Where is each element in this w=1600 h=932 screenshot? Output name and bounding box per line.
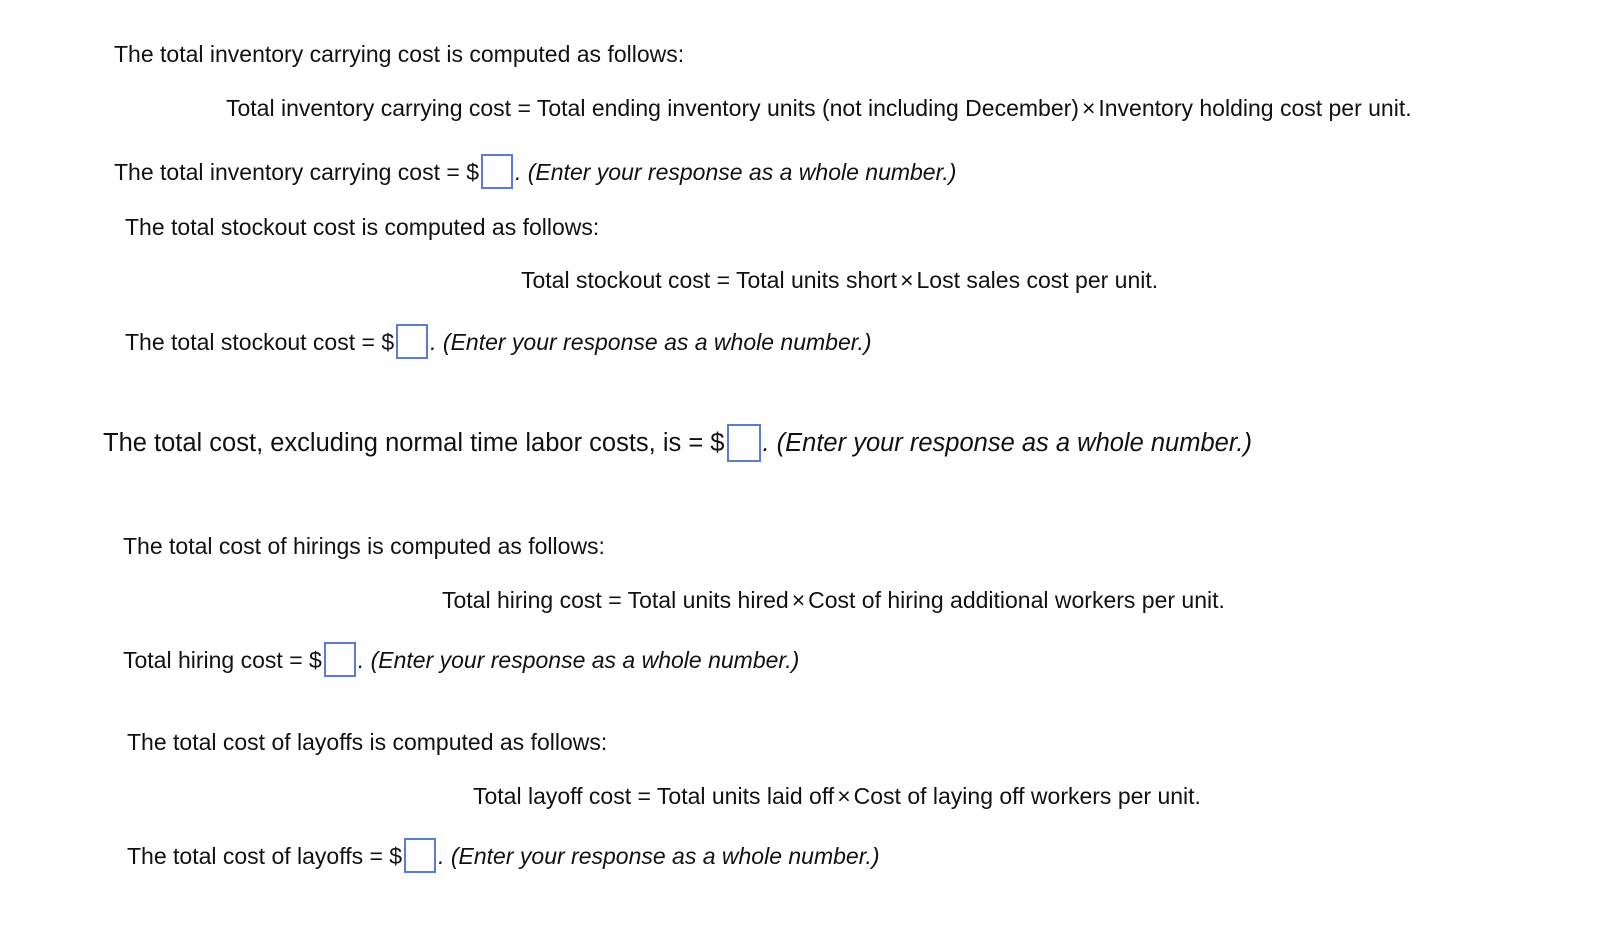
inventory-formula-right: Inventory holding cost per unit. xyxy=(1098,95,1412,121)
layoffs-intro-text xyxy=(127,726,607,758)
multiply-symbol: × xyxy=(791,587,806,613)
hiring-formula-left: Total hiring cost = Total units hired xyxy=(442,587,789,613)
layoffs-formula-left: Total layoff cost = Total units laid off xyxy=(473,783,835,809)
hiring-answer-hint: . (Enter your response as a whole number.) xyxy=(357,646,800,673)
hiring-intro-text xyxy=(123,530,605,562)
layoffs-answer-row xyxy=(127,838,880,873)
total-cost-prefix: The total cost, excluding normal time labor costs, is = $ xyxy=(103,429,725,457)
layoffs-formula-right: Cost of laying off workers per unit. xyxy=(853,783,1201,809)
stockout-answer-row xyxy=(125,324,872,359)
layoffs-answer-hint: . (Enter your response as a whole number.) xyxy=(438,842,880,869)
stockout-answer-prefix: The total stockout cost = $ xyxy=(125,328,395,355)
hiring-formula-right: Cost of hiring additional workers per unit. xyxy=(808,587,1225,613)
inventory-answer-hint: . (Enter your response as a whole number.) xyxy=(514,158,957,185)
layoffs-cost-input[interactable] xyxy=(404,838,436,873)
total-cost-hint: . (Enter your response as a whole number.) xyxy=(762,429,1252,457)
multiply-symbol: × xyxy=(900,267,914,293)
total-cost-answer-row xyxy=(103,424,1252,462)
inventory-formula-left: Total inventory carrying cost = Total ending inventory units (not including December) xyxy=(226,95,1079,121)
multiply-symbol: × xyxy=(837,783,851,809)
hiring-answer-prefix: Total hiring cost = $ xyxy=(123,646,322,673)
inventory-intro-label: The total inventory carrying cost is computed as follows: xyxy=(114,41,685,67)
hiring-intro-label: The total cost of hirings is computed as follows: xyxy=(123,533,605,559)
multiply-symbol: × xyxy=(1081,95,1096,121)
hiring-answer-row xyxy=(123,642,799,677)
inventory-answer-prefix: The total inventory carrying cost = $ xyxy=(114,158,479,185)
stockout-answer-hint: . (Enter your response as a whole number.) xyxy=(430,328,872,355)
layoffs-answer-prefix: The total cost of layoffs = $ xyxy=(127,842,403,869)
inventory-answer-row xyxy=(114,154,956,189)
stockout-formula-right: Lost sales cost per unit. xyxy=(916,267,1159,293)
stockout-intro-text xyxy=(125,211,599,243)
total-cost-input[interactable] xyxy=(727,424,761,462)
inventory-formula xyxy=(226,92,1412,124)
hiring-formula xyxy=(442,584,1225,616)
stockout-intro-label: The total stockout cost is computed as follows: xyxy=(125,214,600,240)
stockout-cost-input[interactable] xyxy=(396,324,428,359)
stockout-formula xyxy=(521,264,1158,296)
layoffs-formula xyxy=(473,780,1201,812)
layoffs-intro-label: The total cost of layoffs is computed as follows: xyxy=(127,729,608,755)
inventory-intro-text xyxy=(114,38,684,70)
inventory-carrying-cost-input[interactable] xyxy=(481,154,513,189)
hiring-cost-input[interactable] xyxy=(324,642,356,677)
stockout-formula-left: Total stockout cost = Total units short xyxy=(521,267,898,293)
